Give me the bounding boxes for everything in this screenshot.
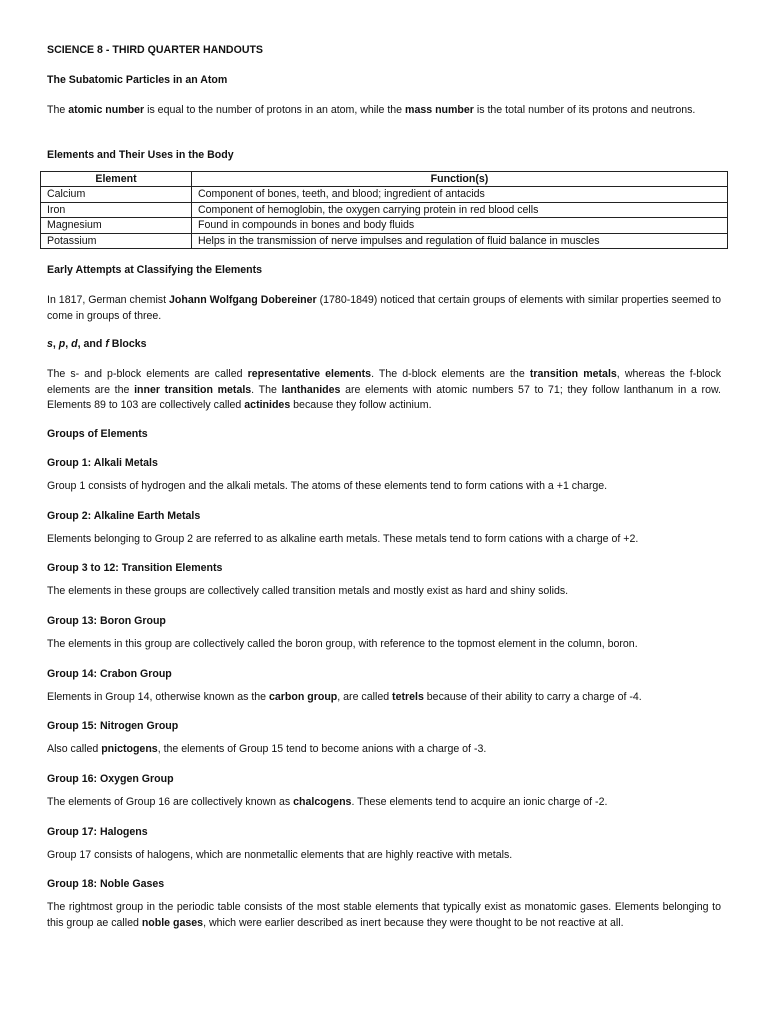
group-description: Also called pnictogens, the elements of Group 15 tend to become anions with a charge of -3.	[47, 743, 487, 755]
group-heading: Group 3 to 12: Transition Elements	[47, 562, 223, 574]
table-row	[41, 187, 728, 202]
table-row	[41, 218, 728, 233]
column-header-element: Element	[41, 172, 192, 187]
group-description: The elements in this group are collectively called the boron group, with reference to the topmost element in the column, boron.	[47, 638, 638, 650]
paragraph-blocks: The s- and p-block elements are called representative elements. The d-block elements are the transition metals, whereas the f-block elements are the inner transition metals. The lanthanides are elements with atomic numbers 57 to 71; they follow lanthanum in a row. Elements 89 to 103 are collectively called actinides because they follow actinium.	[47, 368, 722, 411]
group-heading: Group 14: Crabon Group	[47, 668, 172, 680]
group-heading: Group 13: Boron Group	[47, 615, 166, 627]
element-cell: Potassium	[41, 233, 192, 248]
group-heading: Group 1: Alkali Metals	[47, 457, 158, 469]
function-cell: Component of hemoglobin, the oxygen carrying protein in red blood cells	[192, 202, 728, 217]
group-heading: Group 2: Alkaline Earth Metals	[47, 510, 201, 522]
paragraph-subatomic: The atomic number is equal to the number of protons in an atom, while the mass number is the total number of its protons and neutrons.	[47, 104, 696, 116]
group-description: Elements in Group 14, otherwise known as the carbon group, are called tetrels because of their ability to carry a charge of -4.	[47, 691, 642, 703]
function-cell: Helps in the transmission of nerve impulses and regulation of fluid balance in muscles	[192, 233, 728, 248]
table-row	[41, 202, 728, 217]
table-row	[41, 233, 728, 248]
section-heading-blocks: s, p, d, and f Blocks	[47, 338, 147, 350]
section-heading-early-attempts: Early Attempts at Classifying the Elements	[47, 264, 263, 276]
section-heading-groups: Groups of Elements	[47, 428, 148, 440]
function-cell: Component of bones, teeth, and blood; ingredient of antacids	[192, 187, 728, 202]
group-heading: Group 15: Nitrogen Group	[47, 720, 179, 732]
table-header-row	[41, 172, 728, 187]
group-description: The elements in these groups are collectively called transition metals and mostly exist as hard and shiny solids.	[47, 585, 569, 597]
paragraph-early-attempts: In 1817, German chemist Johann Wolfgang Dobereiner (1780-1849) noticed that certain groups of elements with similar properties seemed to come in groups of three.	[47, 294, 721, 322]
element-cell: Calcium	[41, 187, 192, 202]
section-heading-subatomic: The Subatomic Particles in an Atom	[47, 74, 228, 86]
elements-uses-table	[40, 171, 728, 249]
function-cell: Found in compounds in bones and body fluids	[192, 218, 728, 233]
group-description: Elements belonging to Group 2 are referred to as alkaline earth metals. These metals tend to form cations with a charge of +2.	[47, 533, 639, 545]
column-header-functions: Function(s)	[192, 172, 728, 187]
group-heading: Group 17: Halogens	[47, 826, 148, 838]
group-description: The elements of Group 16 are collectively known as chalcogens. These elements tend to acquire an ionic charge of -2.	[47, 796, 608, 808]
group-description: The rightmost group in the periodic table consists of the most stable elements that typically exist as monatomic gases. Elements belonging to this group ae called noble gases, which were earlier described as inert because they were thought to be not reactive at all.	[47, 901, 721, 929]
section-heading-elements-uses: Elements and Their Uses in the Body	[47, 149, 234, 161]
group-heading: Group 16: Oxygen Group	[47, 773, 174, 785]
element-cell: Magnesium	[41, 218, 192, 233]
group-description: Group 17 consists of halogens, which are nonmetallic elements that are highly reactive with metals.	[47, 849, 513, 861]
document-title: SCIENCE 8 - THIRD QUARTER HANDOUTS	[47, 44, 264, 56]
group-heading: Group 18: Noble Gases	[47, 878, 165, 890]
element-cell: Iron	[41, 202, 192, 217]
group-description: Group 1 consists of hydrogen and the alkali metals. The atoms of these elements tend to form cations with a +1 charge.	[47, 480, 608, 492]
